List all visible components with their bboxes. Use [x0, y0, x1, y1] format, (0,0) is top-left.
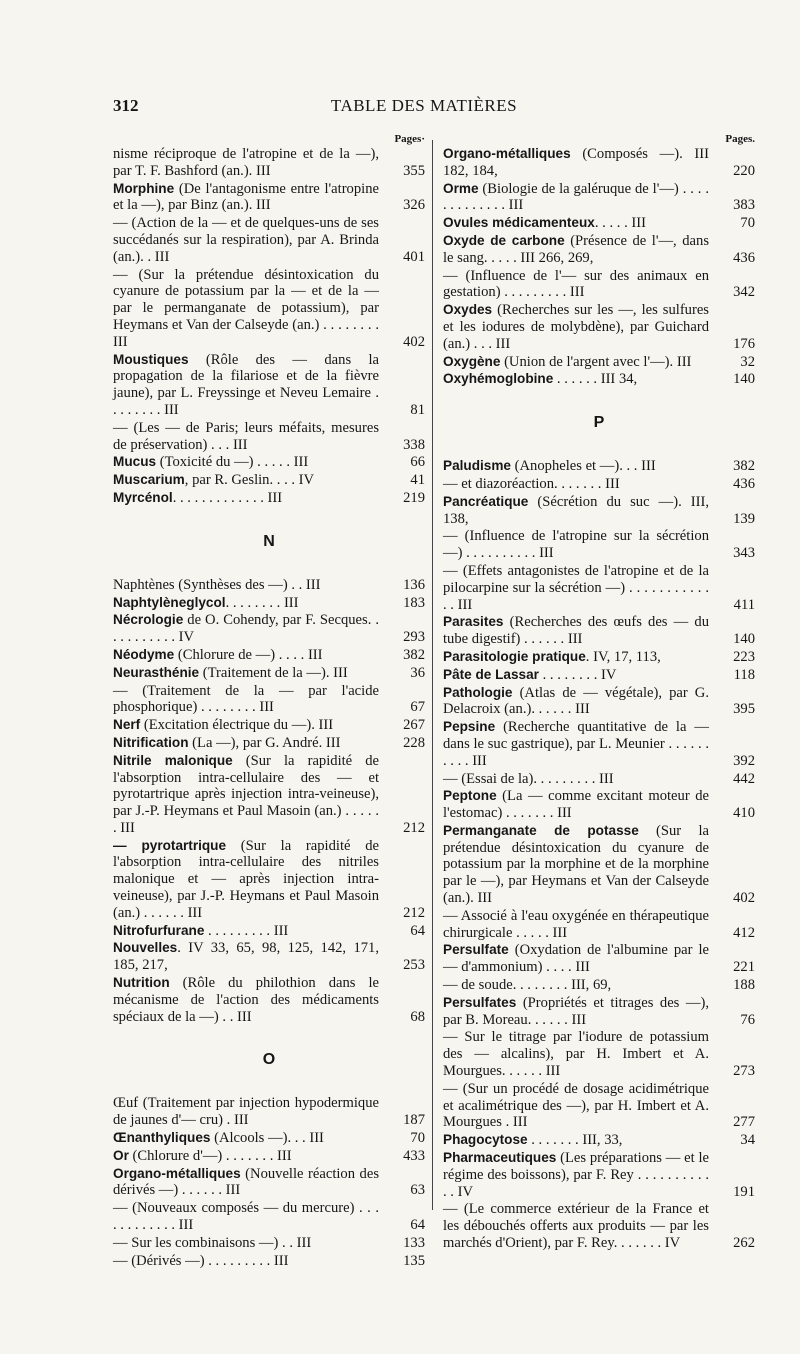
entry-page-number: 64: [410, 922, 425, 939]
entry-page-number: 212: [403, 904, 425, 921]
entry-page-number: 32: [740, 353, 755, 370]
entry-term: Persulfates: [443, 994, 517, 1010]
entry-term: Permanganate de potasse: [443, 822, 639, 838]
entry-page-number: 41: [410, 472, 425, 489]
entry-text: [443, 667, 709, 684]
entry-description: . . . . . . . . . III: [204, 922, 289, 939]
entry-text: [113, 1095, 379, 1129]
left-column: [113, 132, 425, 1270]
entry-term: Organo-métalliques: [443, 146, 571, 161]
entry-page-number: 212: [403, 819, 425, 836]
entry-description: (Chlorure d'—) . . . . . . . III: [128, 1147, 292, 1164]
entry-page-number: 34: [740, 1132, 755, 1149]
entry-description: (Rôle du philothion dans le mécanisme de l'action des médicaments spéciaux de la —) . . III: [113, 975, 379, 1025]
entry-page-number: 133: [403, 1234, 425, 1251]
index-entry: [113, 1148, 425, 1165]
entry-description: (Toxicité du —) . . . . . III: [156, 454, 309, 471]
entry-page-number: 64: [410, 1217, 425, 1234]
index-entry: [113, 717, 425, 734]
section-letter-n: N: [263, 532, 275, 550]
index-entry: [113, 665, 425, 682]
entry-page-number: 140: [733, 371, 755, 388]
entry-term: Oxygène: [443, 353, 501, 369]
entry-description: — (Le commerce extérieur de la France et les débouchés offerts aux produits — par les marchés d'Orient), par F. Rey. . . . . . . IV: [443, 1201, 709, 1252]
entry-page-number: 442: [733, 770, 755, 787]
index-entry: [113, 923, 425, 940]
entry-description: — (Sur un procédé de dosage acidimétrique et acalimétrique des —), par H. Imbert et A. Mourgues . III: [443, 1080, 709, 1131]
index-entry: [113, 181, 425, 215]
index-entry: [113, 577, 425, 594]
entry-term: Pepsine: [443, 719, 496, 735]
entry-description: (Nouvelle réaction des dérivés —) . . . . . . III: [113, 1165, 379, 1199]
entry-page-number: 342: [733, 284, 755, 301]
index-entry: [113, 735, 425, 752]
entry-text: [443, 563, 709, 613]
entry-page-number: 411: [733, 596, 755, 613]
index-entry: [443, 528, 755, 562]
entry-term: Pharmaceutiques: [443, 1150, 557, 1166]
entry-description: nisme réciproque de l'atropine et de la —), par T. F. Bashford (an.). III: [113, 146, 379, 179]
entry-page-number: 402: [403, 333, 425, 350]
index-entry: [443, 215, 755, 232]
entry-term: Phagocytose: [443, 1132, 528, 1148]
entry-page-number: 262: [733, 1235, 755, 1252]
entry-page-number: 412: [733, 924, 755, 941]
entry-text: [113, 838, 379, 922]
index-entry: [443, 977, 755, 994]
entry-page-number: 392: [733, 752, 755, 769]
index-entry: [443, 649, 755, 666]
entry-text: [443, 977, 709, 994]
index-entry: [113, 683, 425, 717]
entry-text: [443, 233, 709, 267]
entry-term: Peptone: [443, 788, 497, 804]
index-entry: [443, 719, 755, 769]
entry-list: [113, 577, 425, 1026]
entry-text: [443, 528, 709, 562]
entry-page-number: 228: [403, 734, 425, 751]
entry-description: — (Influence de l'atropine sur la sécrétion —) . . . . . . . . . . III: [443, 528, 709, 562]
entry-description: (Traitement de la —). III: [199, 664, 348, 681]
entry-term: Pathologie: [443, 684, 513, 700]
entry-term: Parasites: [443, 614, 504, 630]
entry-description: (Sur la rapidité de l'absorption intra-cellulaire des nitriles malonique et — après injection intra-veineuse), par J.-P. Heymans et Paul Masoin (an.) . . . . . . III: [113, 837, 380, 921]
entry-description: — Sur les combinaisons —) . . III: [113, 1234, 312, 1251]
index-entry: [443, 995, 755, 1029]
entry-description: — (Effets antagonistes de l'atropine et de la pilocarpine sur la sécrétion —) . . . . . . . . . . . . . III: [443, 562, 709, 613]
entry-text: [443, 476, 709, 493]
entry-description: Œuf (Traitement par injection hypodermique de jaunes d'— cru) . III: [113, 1095, 379, 1129]
index-entry: [113, 1095, 425, 1129]
entry-description: — de soude. . . . . . . . III, 69,: [443, 977, 612, 994]
entry-page-number: 343: [733, 545, 755, 562]
index-entry: [443, 371, 755, 388]
index-entry: [443, 788, 755, 822]
entry-page-number: 70: [740, 215, 755, 232]
entry-text: [113, 146, 379, 180]
index-entry: [443, 1081, 755, 1131]
index-entry: [113, 838, 425, 922]
index-entry: [443, 942, 755, 976]
entry-page-number: 135: [403, 1252, 425, 1269]
entry-description: Naphtènes (Synthèses des —) . . III: [113, 576, 321, 593]
entry-term: Oxyde de carbone: [443, 232, 565, 248]
entry-page-number: 118: [733, 666, 755, 683]
entry-page-number: 395: [733, 701, 755, 718]
entry-page-number: 136: [403, 576, 425, 593]
index-entry: [443, 563, 755, 613]
index-entry: [113, 454, 425, 471]
entry-description: (Recherche quantitative de la — dans le suc gastrique), par L. Meunier . . . . . . . . . . III: [443, 719, 709, 769]
entry-text: [113, 267, 379, 351]
index-entry: [443, 614, 755, 648]
entry-text: [113, 181, 379, 215]
index-entry: [113, 215, 425, 265]
entry-description: . IV 33, 65, 98, 125, 142, 171, 185, 217,: [113, 940, 379, 974]
entry-text: [443, 719, 709, 769]
entry-page-number: 433: [403, 1147, 425, 1164]
index-entry: [443, 494, 755, 528]
entry-description: (Rôle des — dans la propagation de la filariose et de la fièvre jaune), par L. Freyssinge et Neveu Lemaire . . . . . . . . III: [113, 351, 379, 418]
entry-page-number: 70: [410, 1130, 425, 1147]
entry-description: (Les préparations — et le régime des boissons), par F. Rey . . . . . . . . . . . . IV: [443, 1150, 709, 1200]
entry-term: Nutrition: [113, 975, 170, 991]
entry-text: [113, 1200, 379, 1234]
entry-term: Paludisme: [443, 458, 511, 474]
entry-term: Nitrification: [113, 734, 189, 750]
entry-text: [113, 717, 379, 734]
entry-page-number: 66: [410, 454, 425, 471]
index-entry: [113, 753, 425, 837]
entry-text: [443, 771, 709, 788]
entry-page-number: 436: [733, 475, 755, 492]
index-entry: [113, 420, 425, 454]
entry-page-number: 176: [733, 335, 755, 352]
index-entry: [443, 1029, 755, 1079]
index-entry: [113, 146, 425, 180]
entry-page-number: 223: [733, 648, 755, 665]
entry-description: . IV, 17, 113,: [585, 648, 661, 665]
entry-text: [113, 753, 379, 837]
entry-text: [443, 649, 709, 666]
entry-text: [443, 268, 709, 302]
entry-description: (Oxydation de l'albumine par le — d'ammonium) . . . . III: [443, 942, 709, 976]
entry-text: [113, 612, 379, 646]
entry-list: [113, 146, 425, 507]
entry-term: Myrcénol: [113, 489, 173, 505]
index-entry: [443, 181, 755, 215]
entry-term: Oxyhémoglobine: [443, 371, 554, 387]
entry-description: (Biologie de la galéruque de l'—) . . . . . . . . . . . . . III: [443, 180, 709, 214]
entry-page-number: 293: [403, 629, 425, 646]
entry-text: [443, 1029, 709, 1079]
entry-page-number: 338: [403, 436, 425, 453]
entry-text: [113, 595, 379, 612]
page-header: [113, 96, 735, 126]
entry-description: — (Les — de Paris; leurs méfaits, mesures de préservation) . . . III: [113, 419, 379, 453]
entry-description: . . . . . . . III, 33,: [527, 1132, 623, 1149]
entry-list: [443, 458, 755, 1252]
entry-page-number: 277: [733, 1114, 755, 1131]
entry-description: . . . . . . . . . . . . . III: [172, 489, 283, 506]
index-entry: [113, 490, 425, 507]
index-entry: [113, 975, 425, 1025]
entry-page-number: 68: [410, 1008, 425, 1025]
index-entry: [443, 771, 755, 788]
entry-description: (Atlas de — végétale), par G. Delacroix (an.). . . . . . III: [443, 684, 709, 718]
entry-term: Mucus: [113, 454, 157, 470]
entry-description: (La —), par G. André. III: [188, 734, 341, 751]
entry-term: Nouvelles: [113, 940, 178, 956]
entry-term: Néodyme: [113, 646, 175, 662]
entry-text: [113, 352, 379, 419]
entry-text: [443, 1132, 709, 1149]
entry-term: Muscarium: [113, 472, 185, 488]
entry-page-number: 273: [733, 1063, 755, 1080]
index-entry: [113, 1253, 425, 1270]
entry-description: — (Sur la prétendue désintoxication du cyanure de potassium par la — et de la — par le permanganate de potassium), par Heymans et Van der Calseyde (an.) . . . . . . . . III: [113, 266, 379, 350]
entry-description: — et diazoréaction. . . . . . . III: [443, 475, 620, 492]
entry-term: Nerf: [113, 717, 141, 733]
entry-description: — (Influence de l'— sur des animaux en gestation) . . . . . . . . . III: [443, 267, 709, 301]
entry-text: [113, 1166, 379, 1200]
entry-term: Pancréatique: [443, 493, 529, 509]
entry-page-number: 402: [733, 890, 755, 907]
section-letter-p: P: [593, 414, 605, 432]
entry-page-number: 183: [403, 594, 425, 611]
entry-text: [443, 302, 709, 352]
entry-term: Moustiques: [113, 351, 189, 367]
entry-text: [443, 146, 709, 180]
index-entry: [113, 647, 425, 664]
entry-text: [113, 454, 379, 471]
entry-term: — pyrotartrique: [113, 837, 227, 853]
index-entry: [443, 823, 755, 907]
entry-description: (Union de l'argent avec l'—). III: [500, 353, 692, 370]
entry-term: Nitrofurfurane: [113, 922, 205, 938]
entry-page-number: 253: [403, 957, 425, 974]
entry-description: (Composés —). III 182, 184,: [443, 146, 709, 179]
entry-description: (Sécrétion du suc —). III, 138,: [443, 493, 709, 527]
entry-page-number: 63: [410, 1182, 425, 1199]
index-entry: [443, 667, 755, 684]
entry-text: [443, 788, 709, 822]
entry-description: (Recherches sur les —, les sulfures et les iodures de molybdène), par Guichard (an.) . . . III: [443, 302, 709, 352]
entry-page-number: 382: [733, 458, 755, 475]
entry-text: [443, 215, 709, 232]
entry-text: [113, 215, 379, 265]
entry-description: — Sur le titrage par l'iodure de potassium des — alcalins), par H. Imbert et A. Mourgues. . . . . . III: [443, 1029, 709, 1080]
entry-term: Parasitologie pratique: [443, 648, 586, 664]
index-entry: [443, 354, 755, 371]
entry-page-number: 76: [740, 1011, 755, 1028]
entry-page-number: 191: [733, 1183, 755, 1200]
page-number: 312: [113, 96, 139, 115]
entry-description: , par R. Geslin. . . . IV: [184, 472, 315, 489]
entry-text: [443, 458, 709, 475]
entry-description: (De l'antagonisme entre l'atropine et la —), par Binz (an.). III: [113, 180, 379, 214]
entry-text: [113, 1148, 379, 1165]
entry-term: Or: [113, 1147, 129, 1163]
index-entry: [443, 1150, 755, 1200]
entry-description: (Présence de l'—, dans le sang. . . . . III 266, 269,: [443, 232, 709, 266]
entry-page-number: 67: [410, 699, 425, 716]
entry-description: — (Nouveaux composés — du mercure) . . . . . . . . . . . . III: [113, 1200, 379, 1234]
entry-description: de O. Cohendy, par F. Secques. . . . . . . . . . . IV: [113, 612, 379, 646]
entry-description: (Anopheles et —). . . III: [511, 458, 656, 475]
entry-description: (Excitation électrique du —). III: [140, 717, 334, 734]
entry-text: [443, 494, 709, 528]
entry-page-number: 382: [403, 646, 425, 663]
entry-list: [443, 146, 755, 388]
entry-text: [113, 683, 379, 717]
entry-text: [443, 1201, 709, 1251]
index-entry: [443, 685, 755, 719]
column-divider: [432, 140, 433, 1210]
entry-text: [113, 577, 379, 594]
entry-description: — (Dérivés —) . . . . . . . . . III: [113, 1252, 289, 1269]
entry-text: [113, 940, 379, 974]
index-entry: [113, 472, 425, 489]
entry-description: (Sur la prétendue désintoxication du cyanure de potassium par la morphine et de la morphine par le —), par Heymans et Van der Calseyde (an.). III: [443, 822, 709, 907]
entry-description: (Recherches des œufs des — du tube digestif) . . . . . . III: [443, 614, 709, 648]
entry-description: (Propriétés et titrages des —), par B. Moreau. . . . . . III: [443, 994, 709, 1028]
entry-text: [113, 735, 379, 752]
entry-description: (Alcools —). . . III: [210, 1130, 324, 1147]
entry-page-number: 219: [403, 489, 425, 506]
entry-text: [443, 614, 709, 648]
entry-term: Nitrile malonique: [113, 752, 233, 768]
entry-page-number: 401: [403, 248, 425, 265]
entry-text: [113, 1253, 379, 1270]
entry-description: — (Action de la — et de quelques-uns de ses succédanés sur la respiration), par A. Brinda (an.). . III: [113, 215, 379, 265]
entry-page-number: 139: [733, 510, 755, 527]
entry-list: [113, 1095, 425, 1269]
entry-description: (Sur la rapidité de l'absorption intra-cellulaire des — et pyrotartrique après injection intra-veineuse), par J.-P. Heymans et Paul Masoin (an.) . . . . . . III: [113, 752, 379, 836]
entry-page-number: 221: [733, 959, 755, 976]
index-entry: [113, 352, 425, 419]
entry-page-number: 81: [410, 401, 425, 418]
entry-term: Oxydes: [443, 302, 493, 318]
section-letter-o: O: [262, 1051, 276, 1069]
entry-term: Orme: [443, 180, 479, 196]
entry-text: [113, 420, 379, 454]
entry-text: [443, 1150, 709, 1200]
entry-page-number: 188: [733, 977, 755, 994]
entry-text: [443, 942, 709, 976]
entry-text: [443, 908, 709, 942]
entry-page-number: 355: [403, 162, 425, 179]
entry-page-number: 187: [403, 1112, 425, 1129]
entry-term: Naphtylèneglycol: [113, 594, 226, 610]
entry-page-number: 436: [733, 249, 755, 266]
entry-text: [113, 472, 379, 489]
entry-text: [113, 665, 379, 682]
pages-label: Pages.: [725, 133, 755, 145]
pages-label: Pages·: [394, 133, 425, 145]
entry-description: . . . . . III: [594, 215, 646, 232]
entry-term: Neurasthénie: [113, 664, 200, 680]
running-title: TABLE DES MATIÈRES: [330, 96, 518, 115]
entry-text: [443, 685, 709, 719]
entry-description: — (Essai de la). . . . . . . . . III: [443, 770, 614, 787]
entry-term: Pâte de Lassar: [443, 666, 539, 682]
entry-description: — (Traitement de la — par l'acide phosphorique) . . . . . . . . III: [113, 682, 379, 716]
entry-page-number: 140: [733, 631, 755, 648]
index-entry: [113, 267, 425, 351]
entry-text: [443, 1081, 709, 1131]
index-entry: [113, 1235, 425, 1252]
index-entry: [113, 940, 425, 974]
entry-description: (La — comme excitant moteur de l'estomac) . . . . . . . III: [443, 788, 709, 822]
entry-text: [113, 1130, 379, 1147]
right-column: [443, 132, 755, 1253]
entry-term: Persulfate: [443, 942, 509, 958]
entry-page-number: 267: [403, 717, 425, 734]
entry-description: . . . . . . . . III: [225, 594, 299, 611]
entry-description: . . . . . . III 34,: [553, 371, 638, 388]
entry-text: [443, 371, 709, 388]
index-entry: [443, 1132, 755, 1149]
entry-page-number: 326: [403, 197, 425, 214]
entry-text: [443, 181, 709, 215]
entry-text: [113, 490, 379, 507]
index-entry: [443, 476, 755, 493]
entry-page-number: 383: [733, 197, 755, 214]
index-entry: [443, 458, 755, 475]
entry-text: [113, 975, 379, 1025]
entry-term: Œnanthyliques: [113, 1130, 211, 1146]
entry-text: [113, 923, 379, 940]
entry-page-number: 410: [733, 805, 755, 822]
index-entry: [443, 146, 755, 180]
entry-description: — Associé à l'eau oxygénée en thérapeutique chirurgicale . . . . . III: [443, 907, 709, 941]
index-entry: [443, 302, 755, 352]
index-entry: [113, 1130, 425, 1147]
index-entry: [443, 908, 755, 942]
index-entry: [113, 1200, 425, 1234]
entry-term: Ovules médicamenteux: [443, 215, 595, 231]
index-entry: [443, 268, 755, 302]
index-entry: [443, 1201, 755, 1251]
index-entry: [443, 233, 755, 267]
index-entry: [113, 595, 425, 612]
entry-description: (Chlorure de —) . . . . III: [174, 646, 323, 663]
entry-term: Nécrologie: [113, 612, 184, 628]
entry-page-number: 220: [733, 162, 755, 179]
entry-term: Organo-métalliques: [113, 1165, 241, 1181]
entry-text: [443, 823, 709, 907]
entry-description: . . . . . . . . IV: [538, 666, 617, 683]
index-entry: [113, 1166, 425, 1200]
entry-page-number: 36: [410, 664, 425, 681]
entry-text: [113, 1235, 379, 1252]
entry-text: [443, 995, 709, 1029]
entry-text: [443, 354, 709, 371]
index-entry: [113, 612, 425, 646]
entry-text: [113, 647, 379, 664]
entry-term: Morphine: [113, 180, 175, 196]
